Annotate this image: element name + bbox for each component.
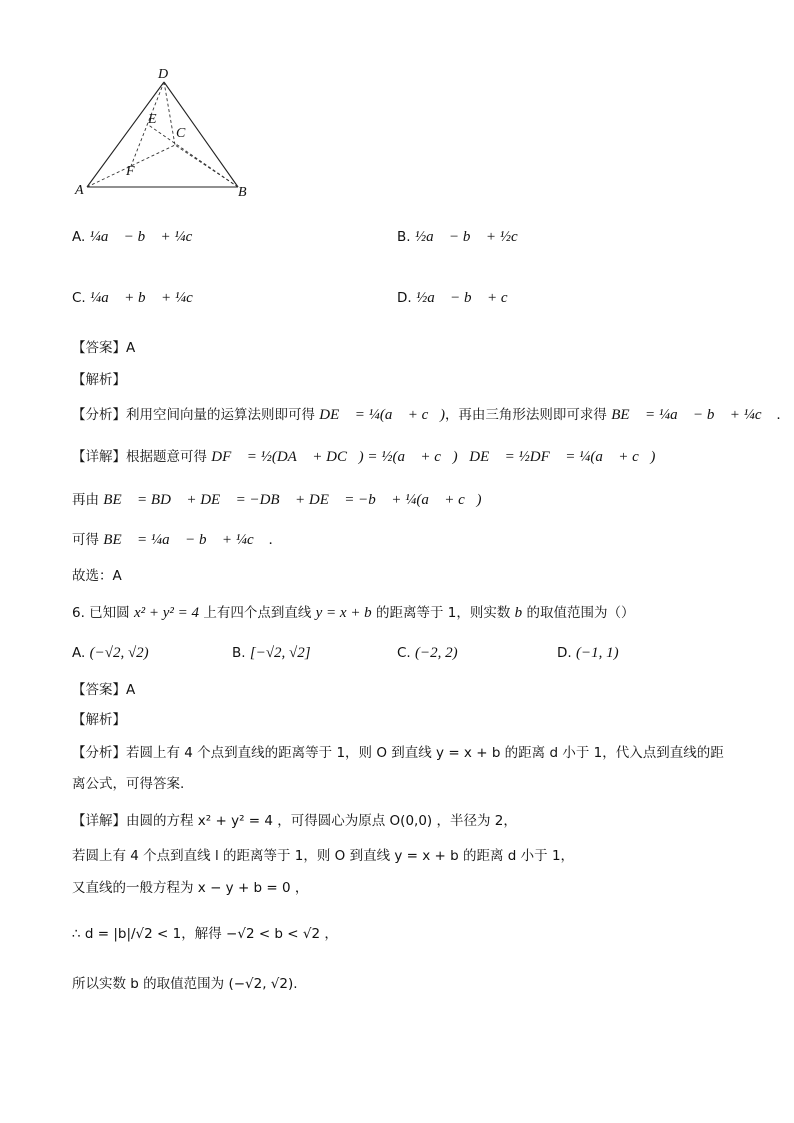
q6-stem-end: 的取值范围为（） [526, 605, 635, 621]
q5-option-a [72, 228, 204, 246]
q6-stem-mid: 上有四个点到直线 [203, 605, 312, 621]
q6-line-3: 又直线的一般方程为 x − y + b = 0 ， [72, 880, 309, 896]
q5-fenxi [72, 406, 781, 424]
q6-option-c [397, 644, 458, 662]
q5-line-3-text: 再由 [72, 492, 99, 508]
q5-option-a-letter: A. [72, 229, 86, 245]
q6-option-a [72, 644, 149, 662]
q5-xiangjie-expr-1: DF⃗ = ½(DA⃗ + DC⃗) = ½(a⃗ + c⃗)，DE⃗ = ½DF⃗ = ¼(a⃗ + c⃗)； [211, 449, 668, 465]
q5-option-b [397, 228, 529, 246]
q6-analysis-tag: 【解析】 [72, 712, 126, 728]
q5-option-b-expr: ½a⃗ − b⃗ + ½c⃗ [414, 229, 530, 245]
q5-option-d-letter: D. [397, 290, 412, 306]
label-A: A [75, 183, 84, 198]
q6-xiangjie-tag: 【详解】 [72, 813, 126, 829]
q5-line-4 [72, 531, 273, 549]
q5-line-4-expr: BE⃗ = ¼a⃗ − b⃗ + ¼c⃗ . [103, 532, 273, 548]
q5-fenxi-text-2: ，再由三角形法则即可求得 [444, 407, 607, 423]
q6-line-4: ∴ d = |b|/√2 < 1，解得 −√2 < b < √2 ， [72, 926, 338, 942]
q5-option-c-expr: ¼a⃗ + b⃗ + ¼c⃗ [90, 290, 205, 306]
label-C: C [176, 126, 186, 141]
q5-fenxi-tag: 【分析】 [72, 407, 126, 423]
label-F: F [126, 164, 135, 179]
q6-option-d-expr: (−1, 1) [575, 645, 619, 661]
q5-answer-value: A [126, 340, 136, 356]
q5-fenxi-text-1: 利用空间向量的运算法则即可得 [126, 407, 315, 423]
q6-option-b [232, 644, 311, 662]
q5-option-d [397, 289, 519, 307]
q5-xiangjie-text-1: 根据题意可得 [126, 449, 207, 465]
label-B: B [238, 185, 247, 200]
q6-xiangjie [72, 813, 517, 829]
q5-analysis-tag: 【解析】 [72, 372, 126, 388]
q6-stem-prefix: 6. 已知圆 [72, 605, 130, 621]
label-E: E [148, 112, 157, 127]
q6-answer-tag: 【答案】 [72, 682, 126, 698]
q5-xiangjie-tag: 【详解】 [72, 449, 126, 465]
q6-xiangjie-line-1: 由圆的方程 x² + y² = 4 ，可得圆心为原点 O(0,0) ，半径为 2， [126, 813, 517, 829]
q5-fenxi-expr-1: DE⃗ = ¼(a⃗ + c⃗) [319, 407, 445, 423]
q6-line-2: 若圆上有 4 个点到直线 l 的距离等于 1，则 O 到直线 y = x + b 的距离 d 小于 1， [72, 848, 575, 864]
q5-option-b-letter: B. [397, 229, 411, 245]
q6-fenxi [72, 745, 724, 761]
label-D: D [158, 67, 169, 82]
q6-line-5: 所以实数 b 的取值范围为 (−√2, √2). [72, 976, 298, 992]
tetrahedron-figure [0, 0, 794, 210]
q6-option-c-expr: (−2, 2) [415, 645, 458, 661]
q5-option-c [72, 289, 204, 307]
q5-xiangjie [72, 448, 667, 466]
q5-line-3 [72, 491, 493, 509]
q5-final: 故选：A [72, 568, 122, 584]
q6-stem-b: b [514, 605, 523, 621]
q6-stem-suffix: 的距离等于 1，则实数 [375, 605, 511, 621]
q6-option-b-letter: B. [232, 645, 246, 661]
q6-fenxi-tag: 【分析】 [72, 745, 126, 761]
q6-stem-expr-1: x² + y² = 4 [133, 605, 200, 621]
q6-option-d-letter: D. [557, 645, 572, 661]
q5-answer-tag: 【答案】 [72, 340, 126, 356]
q5-fenxi-expr-2: BE⃗ = ¼a⃗ − b⃗ + ¼c⃗ . [611, 407, 781, 423]
q5-option-d-expr: ½a⃗ − b⃗ + c⃗ [415, 290, 520, 306]
q6-fenxi-line-2: 离公式，可得答案. [72, 776, 185, 792]
q6-option-c-letter: C. [397, 645, 411, 661]
edge-DC [164, 82, 175, 145]
q5-line-3-expr: BE⃗ = BD⃗ + DE⃗ = −DB⃗ + DE⃗ = −b⃗ + ¼(a⃗ + c⃗)， [103, 492, 494, 508]
q5-option-c-letter: C. [72, 290, 86, 306]
q5-line-4-text: 可得 [72, 532, 99, 548]
q6-option-d [557, 644, 619, 662]
q5-option-a-expr: ¼a⃗ − b⃗ + ¼c⃗ [89, 229, 204, 245]
q6-answer [72, 682, 135, 698]
q6-fenxi-line-1: 若圆上有 4 个点到直线的距离等于 1，则 O 到直线 y = x + b 的距离 d 小于 1，代入点到直线的距 [126, 745, 724, 761]
q6-stem [72, 604, 634, 622]
q6-option-a-letter: A. [72, 645, 86, 661]
q6-option-a-expr: (−√2, √2) [89, 645, 149, 661]
segment-BE [147, 124, 238, 187]
q6-option-b-expr: [−√2, √2] [249, 645, 311, 661]
q5-answer [72, 340, 135, 356]
q6-stem-expr-2: y = x + b [315, 605, 372, 621]
q6-answer-value: A [126, 682, 136, 698]
